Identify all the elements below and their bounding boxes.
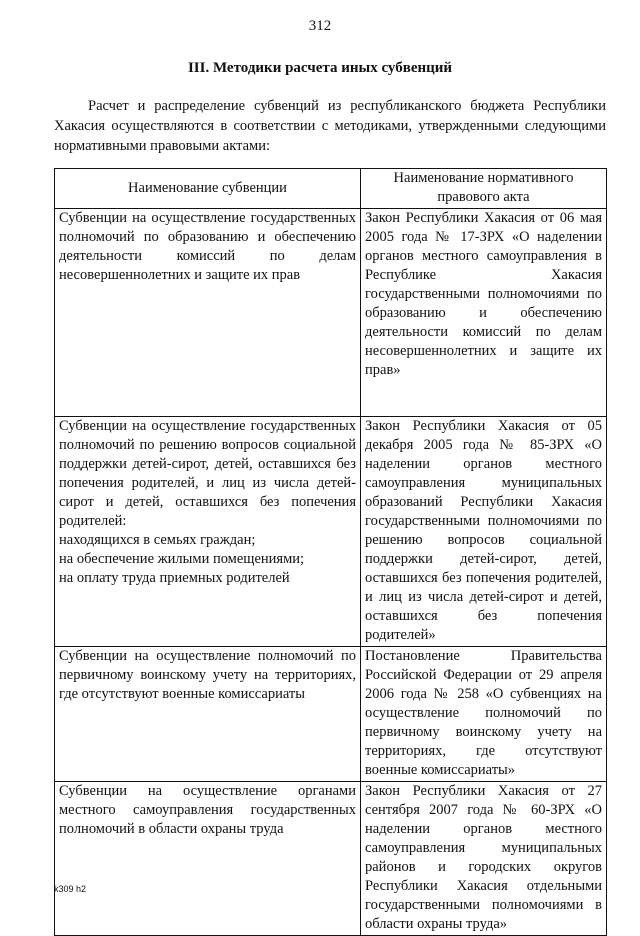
legal-act-cell: Закон Республики Хакасия от 27 сентября 2007 года № 60-ЗРХ «О наделении органов местного самоуправления муниципальных районов и городских округов Республики Хакасия отдельными государственными полномочиями в области охраны труда» [361, 782, 607, 936]
legal-act-cell: Закон Республики Хакасия от 06 мая 2005 года № 17-ЗРХ «О наделении органов местного самоуправления в Республике Хакасия государственными полномочиями по образованию и обеспечению деятельности комиссий по делам несовершеннолетних и защите их прав» [361, 209, 607, 417]
section-title: III. Методики расчета иных субвенций [187, 60, 453, 76]
subventions-table [54, 168, 607, 936]
footer-code: k309 h2 [54, 884, 87, 894]
subvention-name-cell: Субвенции на осуществление органами местного самоуправления государственных полномочий в области охраны труда [55, 782, 361, 936]
table-header-row [55, 169, 607, 209]
legal-act-cell: Закон Республики Хакасия от 05 декабря 2005 года № 85-ЗРХ «О наделении органов местного самоуправления муниципальных образований Республики Хакасия государственными полномочиями по решению вопросов социальной поддержки детей-сирот, детей, оставшихся без попечения родителей, и лиц из числа детей-сирот и детей, оставшихся без попечения родителей» [361, 417, 607, 647]
intro-paragraph: Расчет и распределение субвенций из республиканского бюджета Республики Хакасия осуществляются в соответствии с методиками, утвержденными следующими нормативными правовыми актами: [54, 98, 606, 154]
header-subvention-name: Наименование субвенции [55, 169, 361, 209]
subvention-name-cell: Субвенции на осуществление государственных полномочий по образованию и обеспечению деятельности комиссий по делам несовершеннолетних и защите их прав [55, 209, 361, 417]
subvention-name-cell: Субвенции на осуществление государственных полномочий по решению вопросов социальной поддержки детей-сирот, детей, оставшихся без попечения родителей, и лиц из числа детей-сирот и детей, оставшихся без попечения родителей: находящихся в семьях граждан; на обеспечение жилыми помещениями; на оплату труда приемных родителей [55, 417, 361, 647]
subvention-name-cell: Субвенции на осуществление полномочий по первичному воинскому учету на территориях, где отсутствуют военные комиссариаты [55, 647, 361, 782]
page-number: 312 [308, 18, 332, 34]
table-row [55, 209, 607, 417]
table-row [55, 647, 607, 782]
table-row [55, 782, 607, 936]
legal-act-cell: Постановление Правительства Российской Федерации от 29 апреля 2006 года № 258 «О субвенциях на осуществление полномочий по первичному воинскому учету на территориях, где отсутствуют военные комиссариаты» [361, 647, 607, 782]
table-row [55, 417, 607, 647]
header-legal-act-name: Наименование нормативного правового акта [361, 169, 607, 209]
